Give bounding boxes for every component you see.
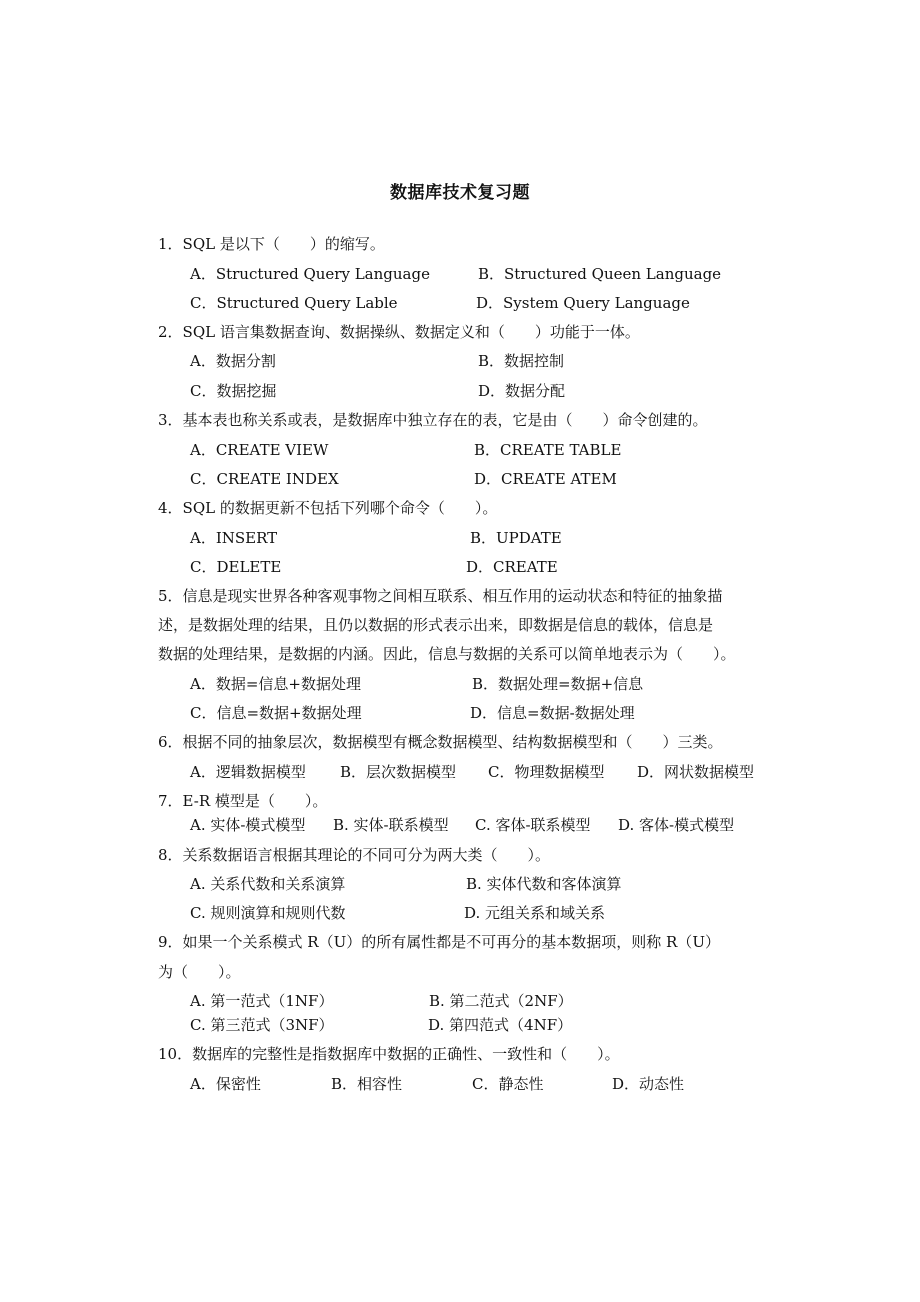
question-3-option-d: D．CREATE ATEM [474, 470, 617, 488]
question-3-stem: 3．基本表也称关系或表，是数据库中独立存在的表，它是由（ ）命令创建的。 [158, 411, 708, 429]
question-8-option-c: C. 规则演算和规则代数 [190, 904, 346, 922]
question-7-option-c: C. 客体-联系模型 [475, 816, 591, 834]
question-4-option-c: C．DELETE [190, 558, 282, 576]
question-3-option-a: A．CREATE VIEW [190, 441, 329, 459]
question-4-option-b: B．UPDATE [470, 529, 562, 547]
question-5-option-b: B．数据处理=数据+信息 [472, 675, 644, 693]
question-5-stem-line-2: 述，是数据处理的结果，且仍以数据的形式表示出来，即数据是信息的载体，信息是 [158, 616, 714, 634]
question-4-stem: 4．SQL 的数据更新不包括下列哪个命令（ ）。 [158, 499, 498, 517]
question-1-stem: 1．SQL 是以下（ ）的缩写。 [158, 235, 385, 253]
question-10-option-b: B．相容性 [331, 1075, 403, 1093]
question-7-option-d: D. 客体-模式模型 [618, 816, 735, 834]
question-10-option-c: C．静态性 [472, 1075, 544, 1093]
question-5-option-c: C．信息=数据+数据处理 [190, 704, 362, 722]
question-2-stem: 2．SQL 语言集数据查询、数据操纵、数据定义和（ ）功能于一体。 [158, 323, 640, 341]
question-4-option-d: D．CREATE [466, 558, 558, 576]
question-5-option-d: D．信息=数据-数据处理 [470, 704, 635, 722]
question-7-option-a: A. 实体-模式模型 [190, 816, 306, 834]
question-1-option-d: D．System Query Language [476, 294, 690, 312]
question-9-stem-line-1: 9．如果一个关系模式 R（U）的所有属性都是不可再分的基本数据项，则称 R（U） [158, 933, 720, 951]
question-6-option-b: B．层次数据模型 [340, 763, 457, 781]
question-9-option-d: D. 第四范式（4NF） [428, 1016, 573, 1034]
question-2-option-c: C．数据挖掘 [190, 382, 277, 400]
question-7-stem: 7．E-R 模型是（ ）。 [158, 792, 328, 810]
question-5-option-a: A．数据=信息+数据处理 [190, 675, 361, 693]
question-10-option-d: D．动态性 [612, 1075, 685, 1093]
question-10-option-a: A．保密性 [190, 1075, 261, 1093]
question-2-option-d: D．数据分配 [478, 382, 566, 400]
question-5-stem-line-3: 数据的处理结果，是数据的内涵。因此，信息与数据的关系可以简单地表示为（ ）。 [158, 645, 736, 663]
document-title: 数据库技术复习题 [390, 183, 530, 203]
question-3-option-b: B．CREATE TABLE [474, 441, 622, 459]
question-8-stem: 8．关系数据语言根据其理论的不同可分为两大类（ ）。 [158, 846, 551, 864]
question-9-stem-line-2: 为（ ）。 [158, 963, 241, 981]
question-6-option-c: C．物理数据模型 [488, 763, 605, 781]
question-9-option-a: A. 第一范式（1NF） [190, 992, 334, 1010]
question-8-option-d: D. 元组关系和域关系 [464, 904, 606, 922]
question-10-stem: 10．数据库的完整性是指数据库中数据的正确性、一致性和（ ）。 [158, 1045, 620, 1063]
question-2-option-b: B．数据控制 [478, 352, 565, 370]
question-6-option-d: D．网状数据模型 [637, 763, 755, 781]
question-7-option-b: B. 实体-联系模型 [333, 816, 449, 834]
question-4-option-a: A．INSERT [190, 529, 278, 547]
question-6-option-a: A．逻辑数据模型 [190, 763, 306, 781]
question-8-option-a: A. 关系代数和关系演算 [190, 875, 346, 893]
question-8-option-b: B. 实体代数和客体演算 [466, 875, 622, 893]
question-3-option-c: C．CREATE INDEX [190, 470, 339, 488]
question-9-option-b: B. 第二范式（2NF） [429, 992, 573, 1010]
question-9-option-c: C. 第三范式（3NF） [190, 1016, 334, 1034]
question-6-stem: 6．根据不同的抽象层次，数据模型有概念数据模型、结构数据模型和（ ）三类。 [158, 733, 723, 751]
question-2-option-a: A．数据分割 [190, 352, 276, 370]
question-5-stem-line-1: 5．信息是现实世界各种客观事物之间相互联系、相互作用的运动状态和特征的抽象描 [158, 587, 723, 605]
question-1-option-c: C．Structured Query Lable [190, 294, 398, 312]
question-1-option-b: B．Structured Queen Language [478, 265, 722, 283]
question-1-option-a: A．Structured Query Language [190, 265, 430, 283]
